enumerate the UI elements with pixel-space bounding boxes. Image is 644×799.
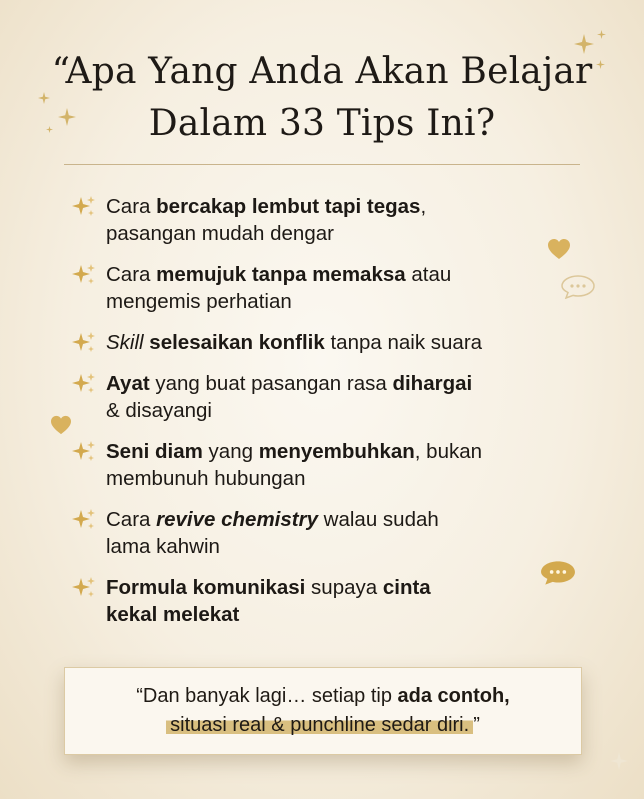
list-item-text [106, 438, 482, 492]
list-item-segment: , bukan membunuh hubungan [106, 440, 483, 490]
list-item-segment: yang [202, 440, 259, 463]
list-item-segment: dihargai [392, 372, 473, 395]
footer-line-1-bold: ada contoh, [397, 685, 510, 707]
heart-icon [50, 415, 72, 435]
footer-quote-box [64, 667, 582, 755]
list-item-segment: revive chemistry [156, 508, 318, 531]
footer-line-1 [65, 682, 581, 711]
star-icon [610, 752, 628, 770]
list-item-segment: supaya [305, 576, 383, 599]
list-item-segment: atau mengemis perhatian [106, 263, 452, 313]
star-icon [597, 30, 606, 39]
sparkles-icon [72, 195, 106, 219]
list-item-text [106, 574, 431, 628]
list-item-segment: walau sudah lama kahwin [106, 508, 439, 558]
list-item-segment: , pasangan mudah dengar [106, 195, 427, 245]
list-item-segment: & disayangi [106, 399, 212, 422]
list-item [72, 193, 612, 247]
list-item-segment: selesaikan konflik [149, 331, 325, 354]
sparkles-icon [72, 440, 106, 464]
list-item-text [106, 261, 451, 315]
footer-highlight: situasi real & punchline sedar diri. [166, 714, 473, 736]
list-item [72, 574, 612, 628]
page-title [0, 46, 644, 150]
list-item-segment: Formula komunikasi [106, 576, 306, 599]
footer-line-2-tail: ” [473, 714, 480, 736]
list-item-segment: yang buat pasangan rasa [149, 372, 393, 395]
divider [64, 164, 580, 165]
list-item [72, 329, 612, 356]
list-item-segment: Skill [106, 331, 144, 354]
list-item-segment: menyembuhkan [258, 440, 415, 463]
list-item-segment: Seni diam [106, 440, 203, 463]
list-item-segment: memujuk tanpa memaksa [156, 263, 406, 286]
list-item [72, 438, 612, 492]
list-item [72, 370, 612, 424]
sparkles-icon [72, 576, 106, 600]
list-item-segment: cinta kekal melekat [106, 576, 431, 626]
list-item-text [106, 329, 482, 356]
sparkles-icon [72, 372, 106, 396]
list-item-segment: Cara [106, 508, 157, 531]
title-line-2: Dalam 33 Tips Ini? [148, 103, 496, 144]
list-item [72, 261, 612, 315]
list-item-segment: tanpa naik suara [324, 331, 483, 354]
list-item-text [106, 506, 439, 560]
list-item-segment: Ayat [106, 372, 150, 395]
footer-line-2 [65, 711, 581, 740]
list-item-text [106, 193, 426, 247]
sparkles-icon [72, 508, 106, 532]
list-item-segment: Cara [106, 195, 157, 218]
footer-line-1-plain: “Dan banyak lagi… setiap tip [136, 685, 398, 707]
list-item-segment: Cara [106, 263, 157, 286]
sparkles-icon [72, 331, 106, 355]
tips-list [72, 193, 612, 642]
sparkles-icon [72, 263, 106, 287]
list-item-text [106, 370, 472, 424]
list-item [72, 506, 612, 560]
title-line-1: “Apa Yang Anda Akan Belajar [51, 51, 593, 92]
list-item-segment: bercakap lembut tapi tegas [156, 195, 421, 218]
